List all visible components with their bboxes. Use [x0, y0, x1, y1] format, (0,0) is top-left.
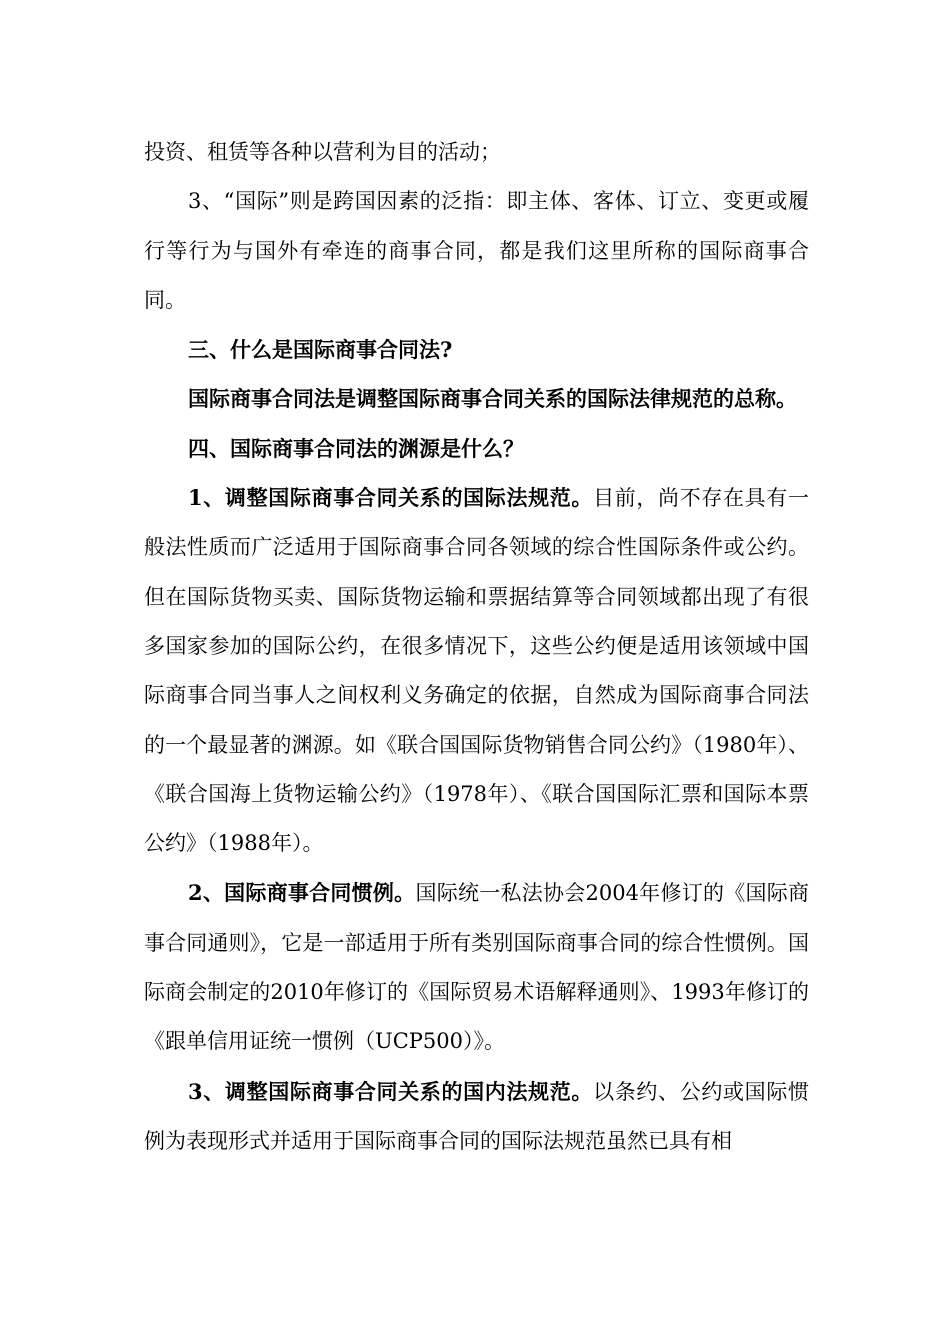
- paragraph-continuation: 投资、租赁等各种以营利为目的活动；: [144, 140, 501, 164]
- source-1-lead: 1、调整国际商事合同关系的国际法规范。: [188, 485, 594, 511]
- paragraph-source-2: [144, 868, 809, 1066]
- document-body: [144, 128, 809, 1166]
- paragraph-law-definition: 国际商事合同法是调整国际商事合同关系的国际法律规范的总称。: [188, 386, 797, 412]
- source-1-body: 目前，尚不存在具有一般法性质而广泛适用于国际商事合同各领域的综合性国际条件或公约。但在国际货物买卖、国际货物运输和票据结算等合同领域都出现了有很多国家参加的国际公约，在很多情况下，这些公约便是适用该领域中国际商事合同当事人之间权利义务确定的依据，自然成为国际商事合同法的一个最显著的渊源。如《联合国国际货物销售合同公约》（1980年）、《联合国海上货物运输公约》（1978年）、《联合国国际汇票和国际本票公约》（1988年）。: [144, 486, 809, 856]
- source-2-lead: 2、国际商事合同惯例。: [188, 880, 416, 906]
- section-heading-4: 四、国际商事合同法的渊源是什么？: [188, 435, 524, 461]
- paragraph-source-1: [144, 473, 809, 868]
- section-heading-3: 三、什么是国际商事合同法?: [188, 337, 453, 363]
- paragraph-source-3: [144, 1067, 809, 1167]
- source-3-lead: 3、调整国际商事合同关系的国内法规范。: [188, 1078, 594, 1104]
- paragraph-international-definition: 3、“国际”则是跨国因素的泛指：即主体、客体、订立、变更或履行等行为与国外有牵连的商事合同，都是我们这里所称的国际商事合同。: [144, 189, 809, 312]
- source-2-body: 国际统一私法协会2004年修订的《国际商事合同通则》，它是一部适用于所有类别国际商事合同的综合性惯例。国际商会制定的2010年修订的《国际贸易术语解释通则》、1993年修订的《跟单信用证统一惯例（UCP500）》。: [144, 881, 809, 1054]
- source-3-body: 以条约、公约或国际惯例为表现形式并适用于国际商事合同的国际法规范虽然已具有相: [144, 1079, 809, 1153]
